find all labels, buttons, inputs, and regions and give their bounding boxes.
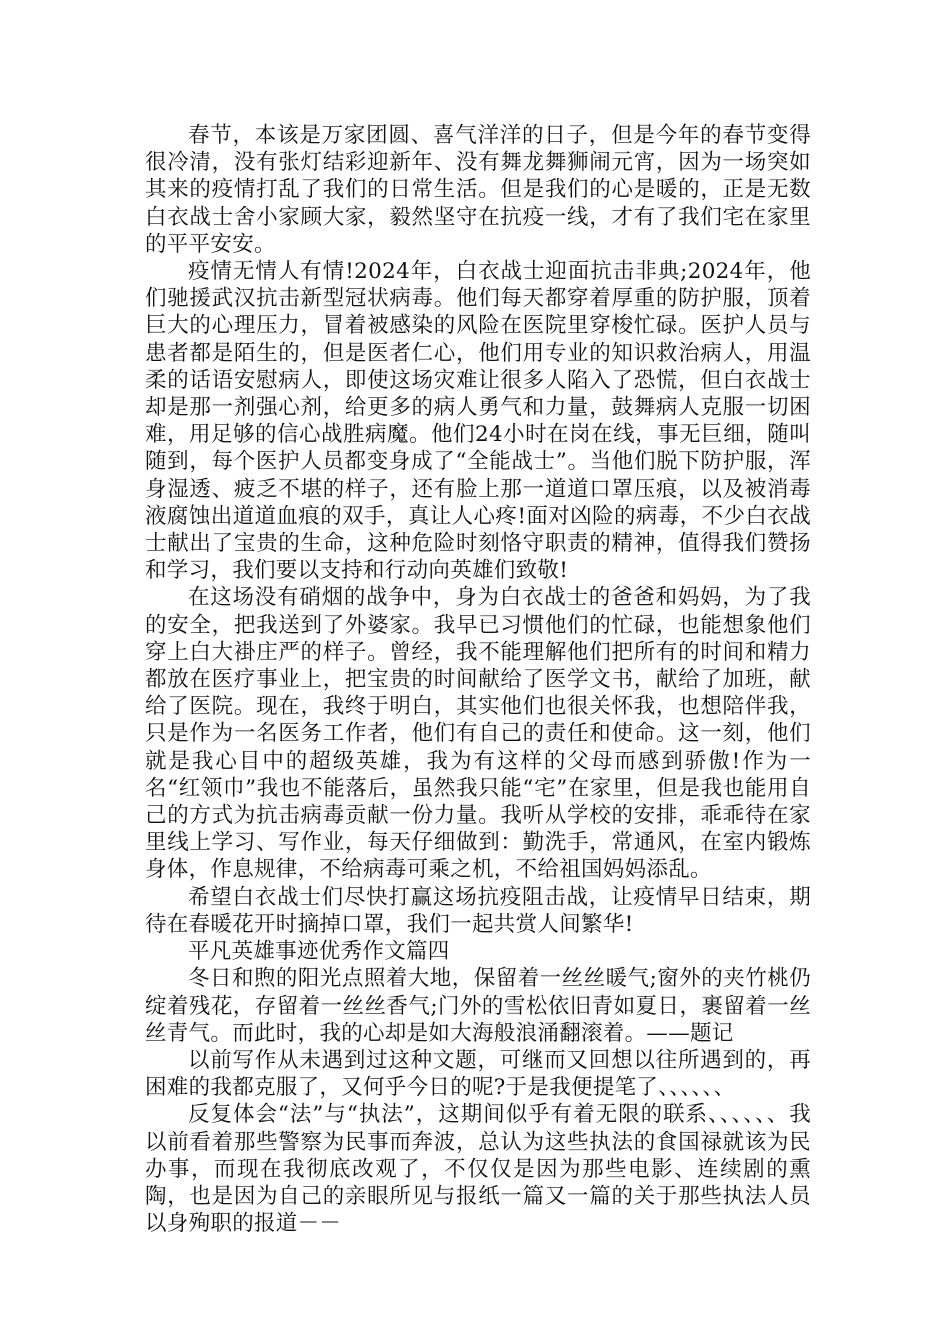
- paragraph-law-enforcement: 反复体会“法”与“执法”，这期间似乎有着无限的联系、、、、、、我以前看着那些警察为民事而奔波，总认为这些执法的食国禄就该为民办事，而现在我彻底改观了，不仅仅是因为那些电影、连续剧的熏陶，也是因为自己的亲眼所见与报纸一篇又一篇的关于那些执法人员以身殉职的报道－－: [145, 1102, 811, 1237]
- paragraph-spring-festival: 春节，本该是万家团圆、喜气洋洋的日子，但是今年的春节变得很冷清，没有张灯结彩迎新年、没有舞龙舞狮闹元宵，因为一场突如其来的疫情打乱了我们的日常生活。但是我们的心是暖的，正是无数白衣战士舍小家顾大家，毅然坚守在抗疫一线，才有了我们宅在家里的平平安安。: [145, 123, 811, 257]
- paragraph-epigraph: 冬日和煦的阳光点照着大地，保留着一丝丝暖气;窗外的夹竹桃仍绽着残花，存留着一丝丝香气;门外的雪松依旧青如夏日，裹留着一丝丝青气。而此时，我的心却是如大海般浪涌翻滚着。——题记: [145, 966, 811, 1046]
- document-body: [145, 122, 811, 1237]
- paragraph-writing: 以前写作从未遇到过这种文题，可继而又回想以往所遇到的，再困难的我都克服了，又何乎今日的呢?于是我便提笔了、、、、、、: [145, 1047, 811, 1101]
- paragraph-parents: 在这场没有硝烟的战争中，身为白衣战士的爸爸和妈妈，为了我的安全，把我送到了外婆家。我早已习惯他们的忙碌，也能想象他们穿上白大褂庄严的样子。曾经，我不能理解他们把所有的时间和精力都放在医疗事业上，把宝贵的时间献给了医学文书，献给了加班，献给了医院。现在，我终于明白，其实他们也很关怀我，也想陪伴我，只是作为一名医务工作者，他们有自己的责任和使命。这一刻，他们就是我心目中的超级英雄，我为有这样的父母而感到骄傲!作为一名“红领巾”我也不能落后，虽然我只能“宅”在家里，但是我也能用自己的方式为抗击病毒贡献一份力量。我听从学校的安排，乖乖待在家里线上学习、写作业，每天仔细做到：勤洗手，常通风，在室内锻炼身体，作息规律，不给病毒可乘之机，不给祖国妈妈添乱。: [145, 585, 811, 883]
- section-title: 平凡英雄事迹优秀作文篇四: [188, 939, 450, 965]
- paragraph-medical-workers: 疫情无情人有情!2024年，白衣战士迎面抗击非典;2024年，他们驰援武汉抗击新型冠状病毒。他们每天都穿着厚重的防护服，顶着巨大的心理压力，冒着被感染的风险在医院里穿梭忙碌。医护人员与患者都是陌生的，但是医者仁心，他们用专业的知识救治病人，用温柔的话语安慰病人，即使这场灾难让很多人陷入了恐慌，但白衣战士却是那一剂强心剂，给更多的病人勇气和力量，鼓舞病人克服一切困难，用足够的信心战胜病魔。他们24小时在岗在线，事无巨细，随叫随到，每个医护人员都变身成了“全能战士”。当他们脱下防护服，浑身湿透、疲乏不堪的样子，还有脸上那一道道口罩压痕，以及被消毒液腐蚀出道道血痕的双手，真让人心疼!面对凶险的病毒，不少白衣战士献出了宝贵的生命，这种危险时刻恪守职责的精神，值得我们赞扬和学习，我们要以支持和行动向英雄们致敬!: [145, 259, 811, 584]
- paragraph-hope: 希望白衣战士们尽快打赢这场抗疫阻击战，让疫情早日结束，期待在春暖花开时摘掉口罩，我们一起共赏人间繁华!: [145, 884, 811, 937]
